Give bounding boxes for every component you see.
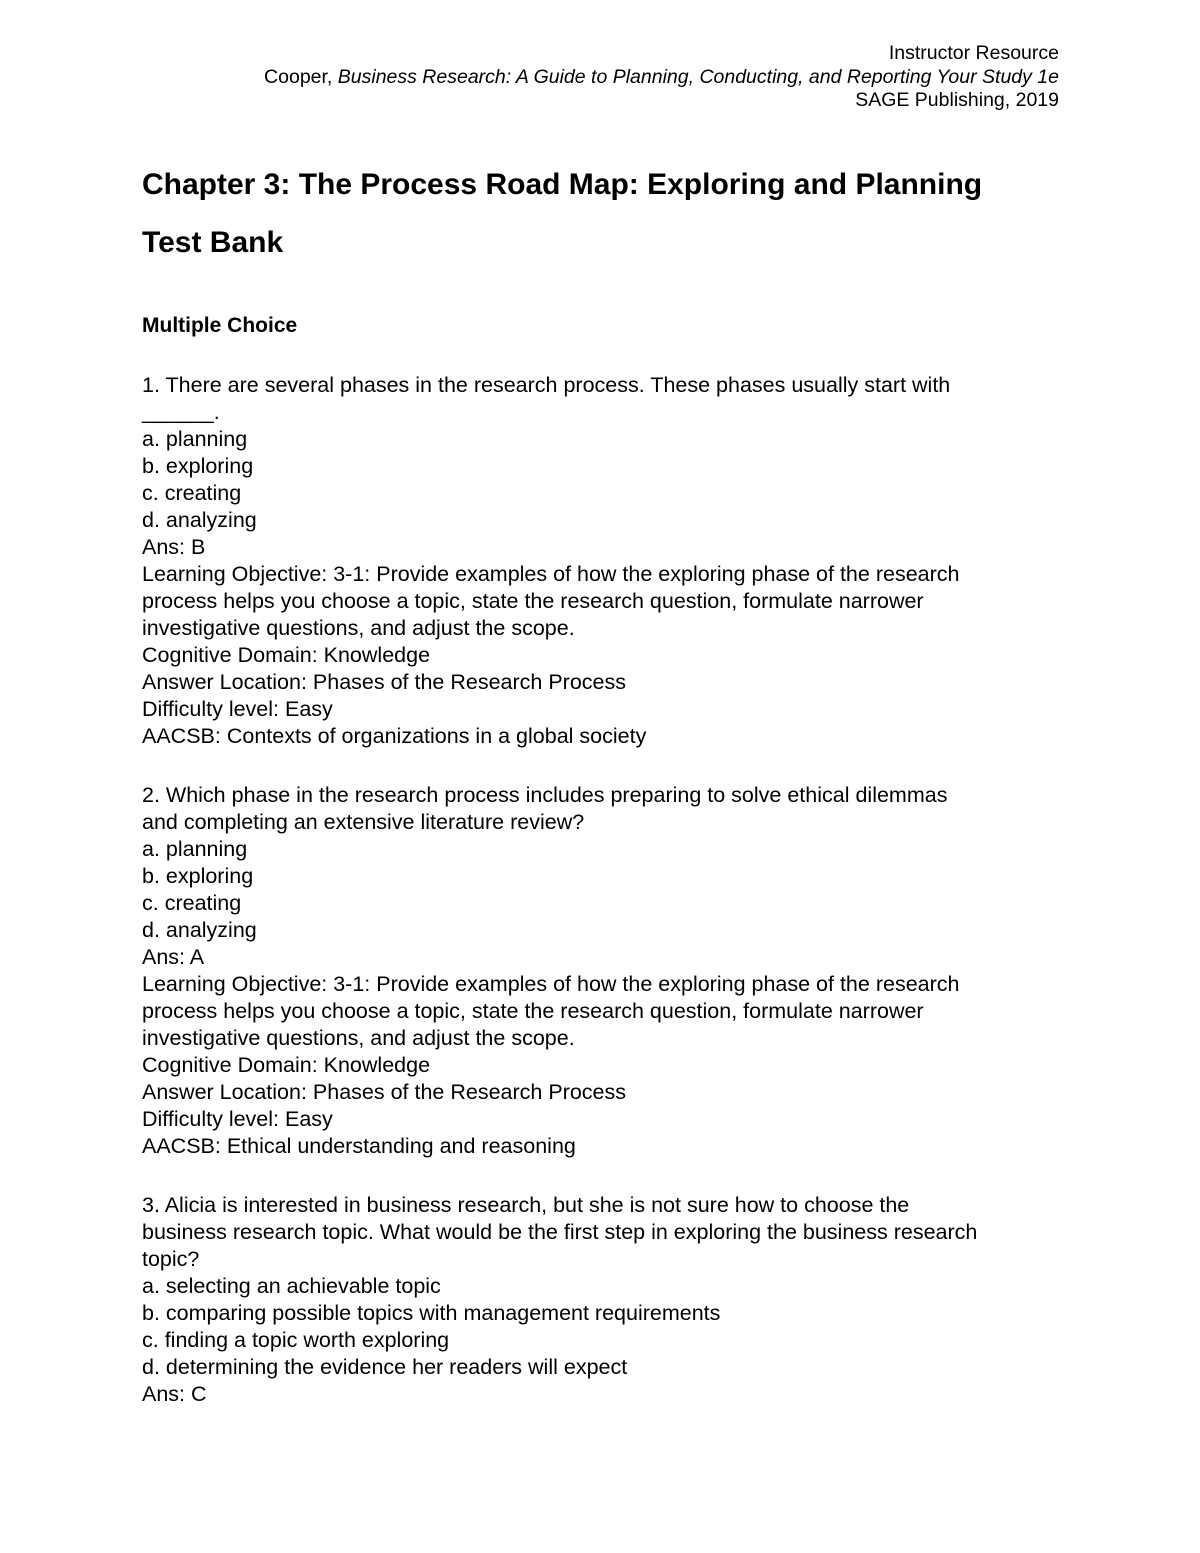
aacsb: AACSB: Contexts of organizations in a global society (142, 724, 647, 748)
question-stem-line: topic? (142, 1247, 200, 1271)
cognitive-domain: Cognitive Domain: Knowledge (142, 643, 431, 667)
question-stem-line: and completing an extensive literature review? (142, 810, 585, 834)
option-c: c. finding a topic worth exploring (142, 1328, 450, 1352)
header-author: Cooper, (264, 65, 338, 88)
learning-objective-line: Learning Objective: 3-1: Provide examples of how the exploring phase of the research (142, 562, 960, 586)
document-subtitle: Test Bank (142, 226, 284, 259)
option-b: b. exploring (142, 454, 254, 478)
aacsb: AACSB: Ethical understanding and reasoning (142, 1134, 576, 1158)
option-d: d. analyzing (142, 508, 257, 532)
answer: Ans: B (142, 535, 206, 559)
answer: Ans: C (142, 1382, 207, 1406)
question-stem-line: business research topic. What would be the first step in exploring the business research (142, 1220, 978, 1244)
learning-objective-line: investigative questions, and adjust the scope. (142, 1026, 575, 1050)
chapter-title: Chapter 3: The Process Road Map: Exploring and Planning (142, 168, 983, 201)
answer-location: Answer Location: Phases of the Research Process (142, 670, 627, 694)
answer-location: Answer Location: Phases of the Research Process (142, 1080, 627, 1104)
question-stem-line: 3. Alicia is interested in business research, but she is not sure how to choose the (142, 1193, 910, 1217)
answer: Ans: A (142, 945, 205, 969)
option-c: c. creating (142, 891, 242, 915)
question-3 (142, 1192, 1062, 1408)
option-a: a. planning (142, 837, 248, 861)
option-b: b. exploring (142, 864, 254, 888)
difficulty-level: Difficulty level: Easy (142, 1107, 333, 1131)
question-blank: ______. (142, 400, 220, 424)
option-a: a. selecting an achievable topic (142, 1274, 441, 1298)
option-c: c. creating (142, 481, 242, 505)
learning-objective-line: Learning Objective: 3-1: Provide examples of how the exploring phase of the research (142, 972, 960, 996)
question-2 (142, 782, 1062, 1160)
option-d: d. analyzing (142, 918, 257, 942)
header-resource-line: Instructor Resource (888, 42, 1059, 64)
option-b: b. comparing possible topics with management requirements (142, 1301, 721, 1325)
header-citation-line (264, 66, 1059, 90)
learning-objective-line: process helps you choose a topic, state the research question, formulate narrower (142, 999, 924, 1023)
learning-objective-line: process helps you choose a topic, state the research question, formulate narrower (142, 589, 924, 613)
question-1 (142, 372, 1062, 750)
section-heading: Multiple Choice (142, 314, 298, 337)
learning-objective-line: investigative questions, and adjust the scope. (142, 616, 575, 640)
page-header (264, 42, 1059, 113)
difficulty-level: Difficulty level: Easy (142, 697, 333, 721)
question-stem-line: 1. There are several phases in the research process. These phases usually start with (142, 373, 951, 397)
cognitive-domain: Cognitive Domain: Knowledge (142, 1053, 431, 1077)
document-body (142, 164, 1062, 1408)
option-d: d. determining the evidence her readers will expect (142, 1355, 628, 1379)
question-stem-line: 2. Which phase in the research process includes preparing to solve ethical dilemmas (142, 783, 948, 807)
header-book-title: Business Research: A Guide to Planning, Conducting, and Reporting Your Study 1e (337, 65, 1059, 88)
option-a: a. planning (142, 427, 248, 451)
header-publisher-line: SAGE Publishing, 2019 (855, 89, 1059, 111)
